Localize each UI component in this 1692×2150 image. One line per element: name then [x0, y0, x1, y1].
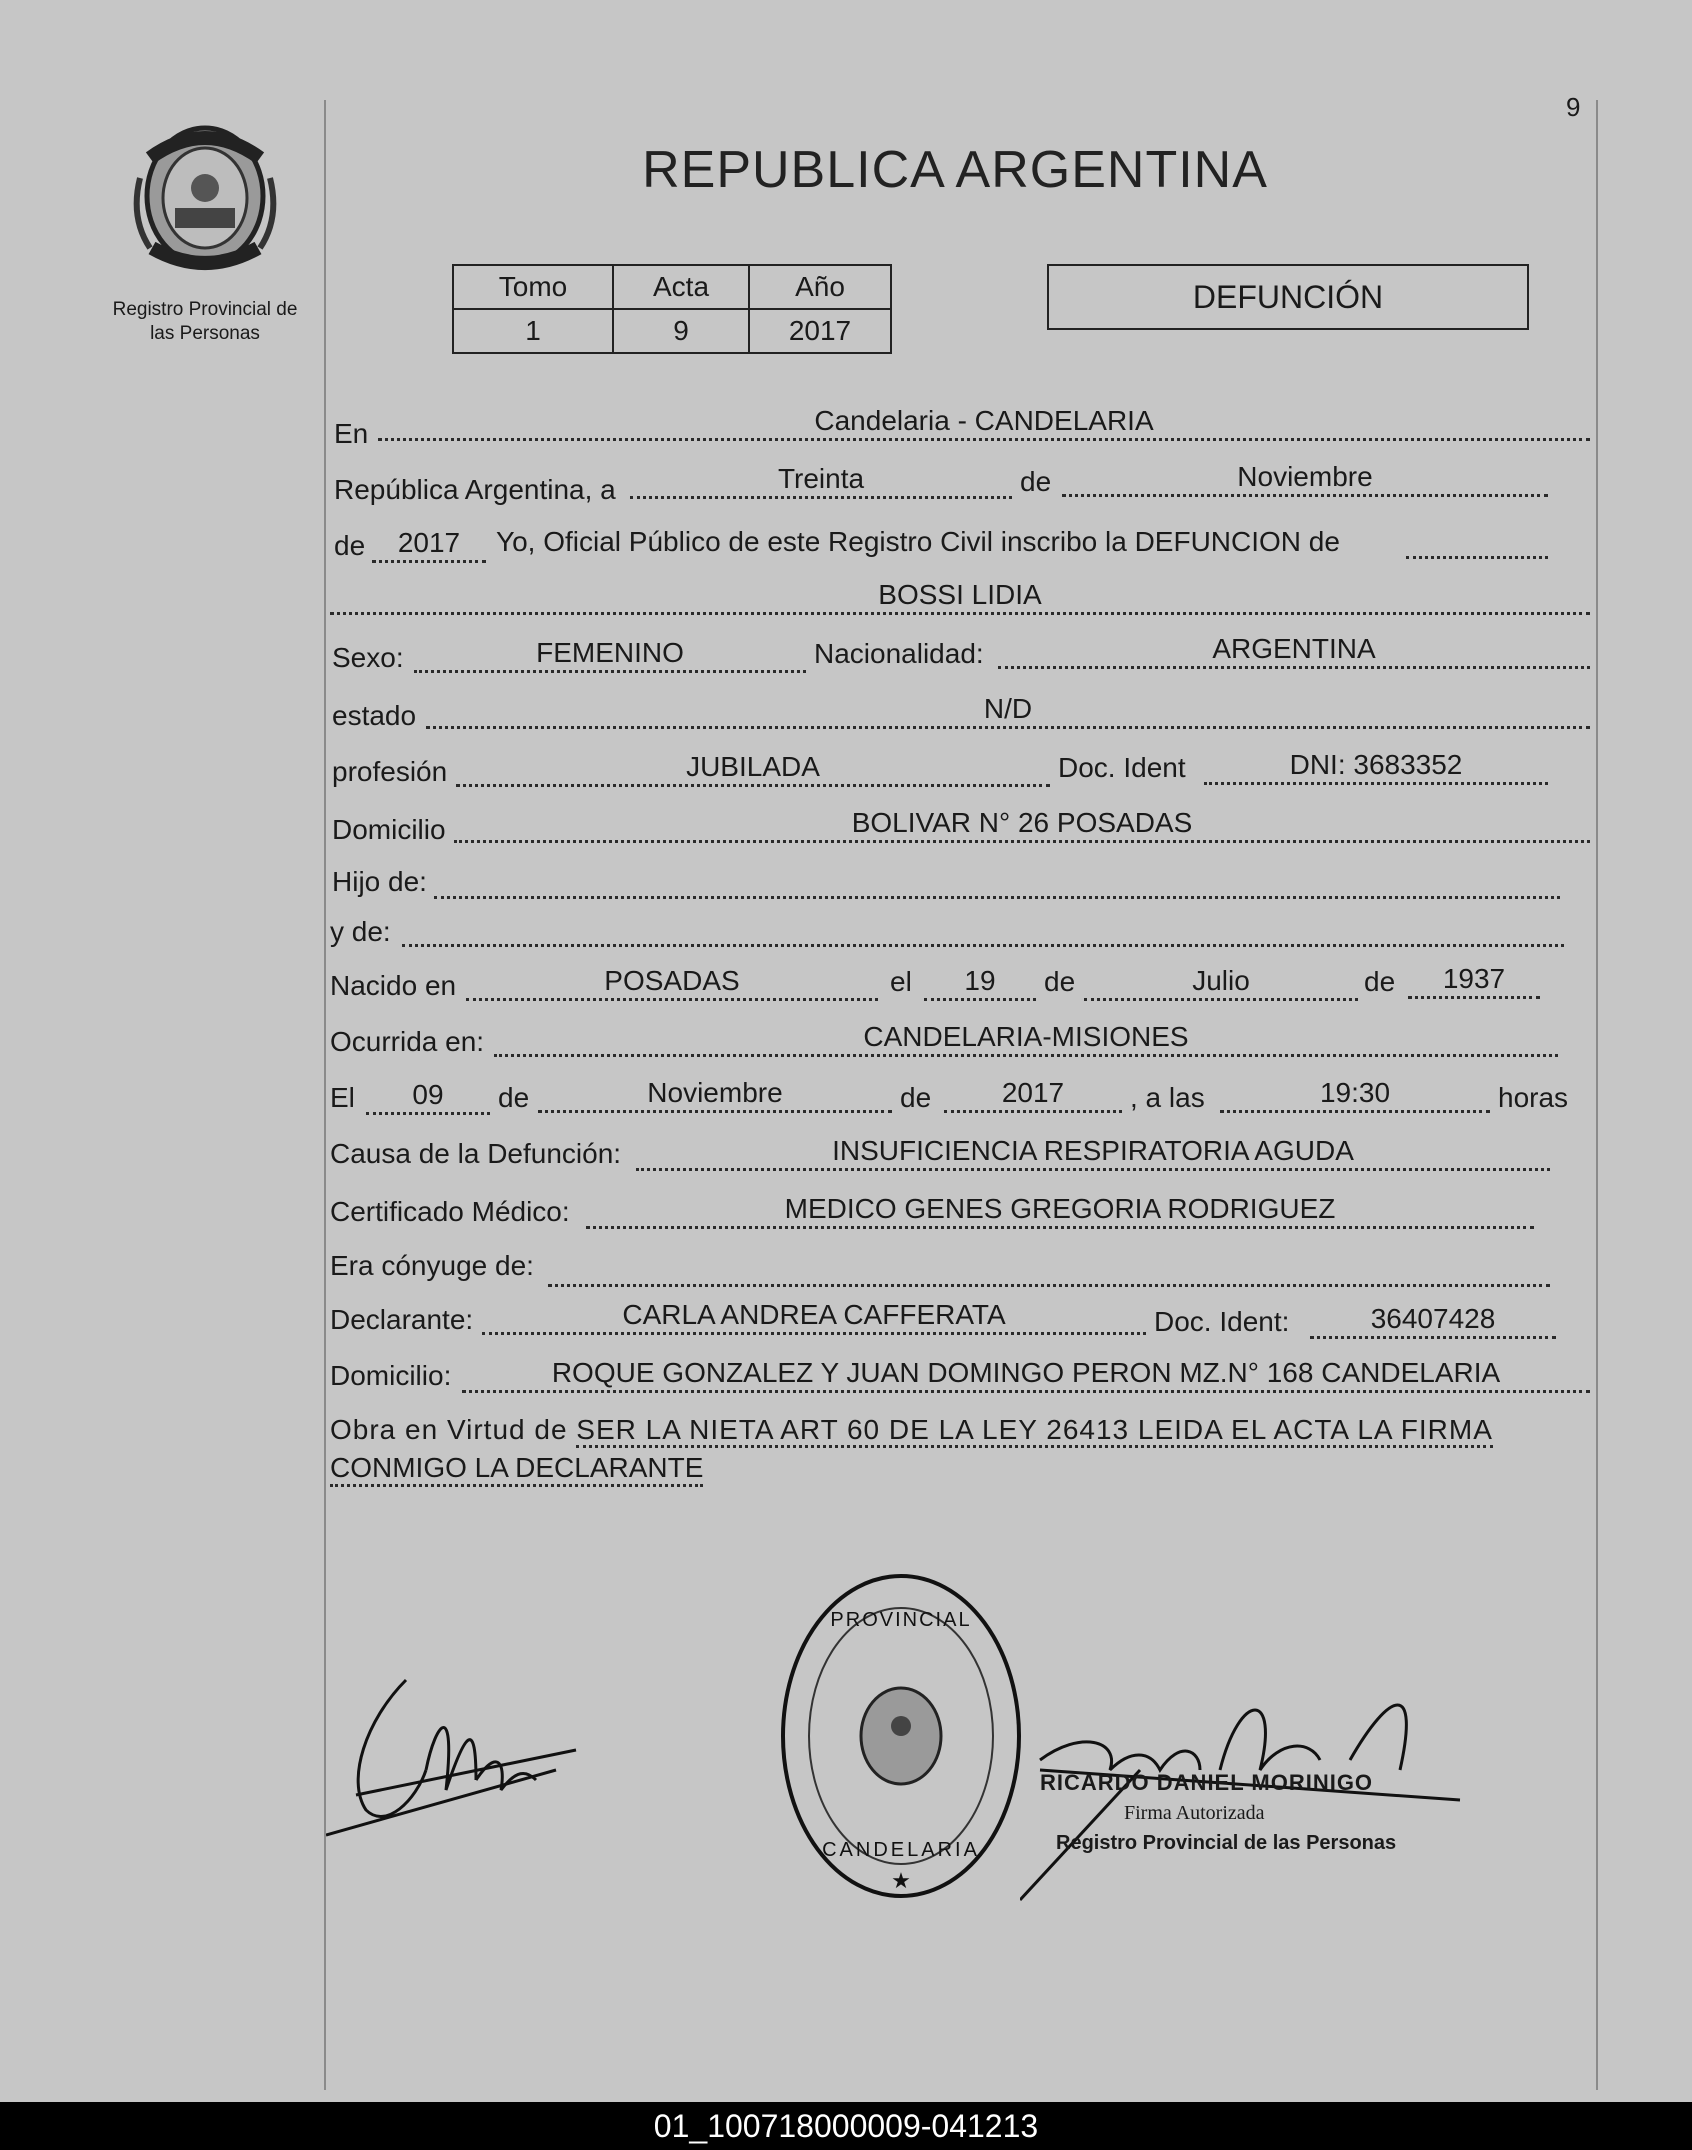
signatory-registry: Registro Provincial de las Personas	[1056, 1832, 1397, 1854]
seal-star: ★	[891, 1868, 911, 1893]
profesion-field: JUBILADA	[456, 750, 1050, 787]
republica-label: República Argentina, a	[334, 474, 616, 505]
conyuge-field	[548, 1250, 1550, 1287]
nacionalidad-field: ARGENTINA	[998, 632, 1590, 669]
nac-mes-field: Julio	[1084, 964, 1358, 1001]
tomo-acta-ano-table	[452, 264, 892, 354]
ocurrida-en-label: Ocurrida en:	[330, 1026, 485, 1057]
obra-label: Obra en Virtud de	[330, 1414, 568, 1445]
nacido-en-label: Nacido en	[330, 970, 457, 1001]
doc-ident-field: DNI: 3683352	[1204, 748, 1548, 785]
obra-value-2: CONMIGO LA DECLARANTE	[330, 1452, 703, 1487]
page-number: 9	[1566, 92, 1581, 122]
registro-provincial-label: Registro Provincial de las Personas	[112, 299, 298, 344]
acta-header: Acta	[613, 265, 749, 309]
def-de-label: de	[498, 1082, 530, 1113]
ocurrida-en-field: CANDELARIA-MISIONES	[494, 1020, 1558, 1057]
nacido-en-field: POSADAS	[466, 964, 878, 1001]
seal-inner-text: CANDELARIA	[822, 1839, 980, 1861]
profesion-label: profesión	[332, 756, 448, 787]
declarante-field: CARLA ANDREA CAFFERATA	[482, 1298, 1146, 1335]
causa-label: Causa de la Defunción:	[330, 1138, 622, 1169]
nacionalidad-label: Nacionalidad:	[814, 638, 984, 669]
causa-field: INSUFICIENCIA RESPIRATORIA AGUDA	[636, 1134, 1550, 1171]
declarant-signature	[326, 1660, 596, 1850]
decl-domicilio-label: Domicilio:	[330, 1360, 452, 1391]
estado-label: estado	[332, 700, 417, 731]
decl-doc-label: Doc. Ident:	[1154, 1306, 1290, 1337]
obra-value-1: SER LA NIETA ART 60 DE LA LEY 26413 LEIDA EL ACTA LA FIRMA	[576, 1414, 1493, 1448]
domicilio-field: BOLIVAR N° 26 POSADAS	[454, 806, 1590, 843]
decl-doc-field: 36407428	[1310, 1302, 1556, 1339]
acta-value: 9	[613, 309, 749, 353]
obra-en-virtud-line	[330, 1414, 1586, 1446]
def-mes-field: Noviembre	[538, 1076, 892, 1113]
conyuge-label: Era cónyuge de:	[330, 1250, 534, 1281]
yo-oficial-text: Yo, Oficial Público de este Registro Civil inscribo la DEFUNCION de	[496, 526, 1340, 557]
de-label: de	[1020, 466, 1052, 497]
estado-field: N/D	[426, 692, 1590, 729]
de-anio-label: de	[334, 530, 366, 561]
right-margin-rule	[1596, 100, 1598, 2090]
tomo-header: Tomo	[453, 265, 613, 309]
lugar-field: Candelaria - CANDELARIA	[378, 404, 1590, 441]
tomo-value: 1	[453, 309, 613, 353]
sexo-field: FEMENINO	[414, 636, 806, 673]
def-hora-field: 19:30	[1220, 1076, 1490, 1113]
nac-anio-field: 1937	[1408, 962, 1540, 999]
declarante-label: Declarante:	[330, 1304, 474, 1335]
nac-el-label: el	[890, 966, 912, 997]
yo-trailing-field	[1406, 522, 1548, 559]
doc-ident-label: Doc. Ident	[1058, 752, 1186, 783]
signatory-role: Firma Autorizada	[1124, 1802, 1265, 1824]
decl-domicilio-field: ROQUE GONZALEZ Y JUAN DOMINGO PERON MZ.N° 168 CANDELARIA	[462, 1356, 1590, 1393]
def-de2-label: de	[900, 1082, 932, 1113]
anio-field: 2017	[372, 526, 486, 563]
seal-ring-text: PROVINCIAL	[830, 1609, 972, 1631]
ano-value: 2017	[749, 309, 891, 353]
mes-field: Noviembre	[1062, 460, 1548, 497]
signatory-name: RICARDO DANIEL MORINIGO	[1040, 1770, 1374, 1795]
a-las-label: , a las	[1130, 1082, 1205, 1113]
certificado-label: Certificado Médico:	[330, 1196, 570, 1227]
dia-field: Treinta	[630, 462, 1012, 499]
def-anio-field: 2017	[944, 1076, 1122, 1113]
def-el-label: El	[330, 1082, 355, 1113]
y-de-field	[402, 910, 1564, 947]
official-seal	[776, 1566, 1026, 1906]
document-type-box: DEFUNCIÓN	[1047, 264, 1529, 330]
y-de-label: y de:	[330, 916, 391, 947]
en-label: En	[334, 418, 369, 449]
nac-de-label: de	[1044, 966, 1076, 997]
nac-de2-label: de	[1364, 966, 1396, 997]
ano-header: Año	[749, 265, 891, 309]
nombre-field: BOSSI LIDIA	[330, 578, 1590, 615]
nac-dia-field: 19	[924, 964, 1036, 1001]
hijo-de-label: Hijo de:	[332, 866, 427, 897]
hijo-de-field	[434, 862, 1560, 899]
document-code-footer: 01_100718000009-041213	[0, 2102, 1692, 2150]
def-dia-field: 09	[366, 1078, 490, 1115]
sexo-label: Sexo:	[332, 642, 404, 673]
domicilio-label: Domicilio	[332, 814, 446, 845]
country-title: REPUBLICA ARGENTINA	[642, 141, 1268, 199]
horas-label: horas	[1498, 1082, 1569, 1113]
certificado-field: MEDICO GENES GREGORIA RODRIGUEZ	[586, 1192, 1534, 1229]
